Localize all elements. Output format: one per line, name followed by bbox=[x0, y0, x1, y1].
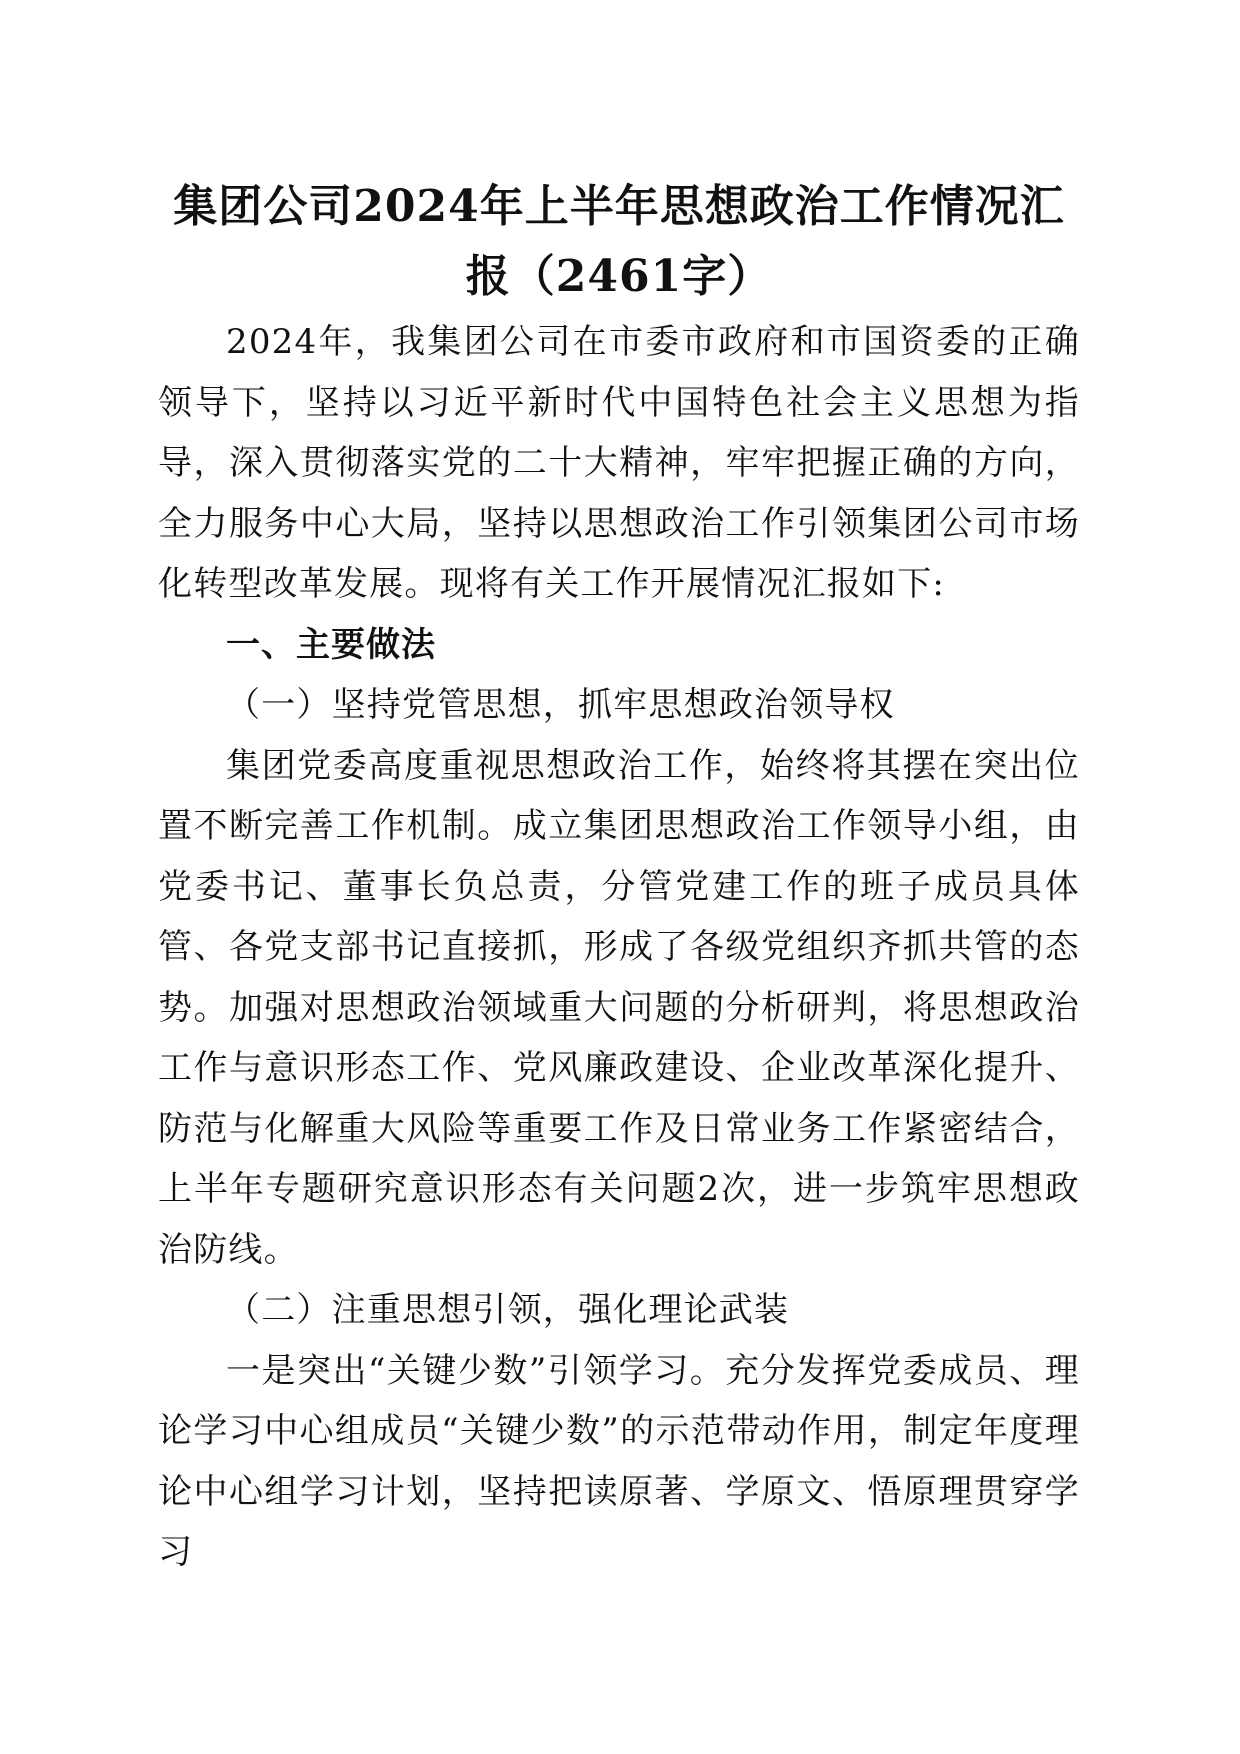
title-line-2: 报（2461字） bbox=[465, 251, 773, 302]
section-heading-main-practices: 一、主要做法 bbox=[226, 624, 436, 665]
document-body bbox=[158, 172, 1080, 1583]
title-line-1: 集团公司2024年上半年思想政治工作情况汇 bbox=[173, 181, 1065, 232]
intro-paragraph: 2024年，我集团公司在市委市政府和市国资委的正确领导下，坚持以习近平新时代中国特色社会主义思想为指导，深入贯彻落实党的二十大精神，牢牢把握正确的方向，全力服务中心大局，坚持以思想政治工作引领集团公司市场化转型改革发展。现将有关工作开展情况汇报如下: bbox=[158, 322, 1080, 604]
subsection-heading-2: （二）注重思想引领，强化理论武装 bbox=[226, 1290, 790, 1330]
subsection-heading-1: （一）坚持党管思想，抓牢思想政治领导权 bbox=[226, 685, 895, 725]
document-title bbox=[158, 172, 1080, 312]
subsection-2-paragraph: 一是突出“关键少数”引领学习。充分发挥党委成员、理论学习中心组成员“关键少数”的示范带动作用，制定年度理论中心组学习计划，坚持把读原著、学原文、悟原理贯穿学习 bbox=[158, 1350, 1080, 1572]
subsection-1-paragraph: 集团党委高度重视思想政治工作，始终将其摆在突出位置不断完善工作机制。成立集团思想政治工作领导小组，由党委书记、董事长负总责，分管党建工作的班子成员具体管、各党支部书记直接抓，形成了各级党组织齐抓共管的态势。加强对思想政治领域重大问题的分析研判，将思想政治工作与意识形态工作、党风廉政建设、企业改革深化提升、防范与化解重大风险等重要工作及日常业务工作紧密结合，上半年专题研究意识形态有关问题2次，进一步筑牢思想政治防线。 bbox=[158, 745, 1080, 1270]
